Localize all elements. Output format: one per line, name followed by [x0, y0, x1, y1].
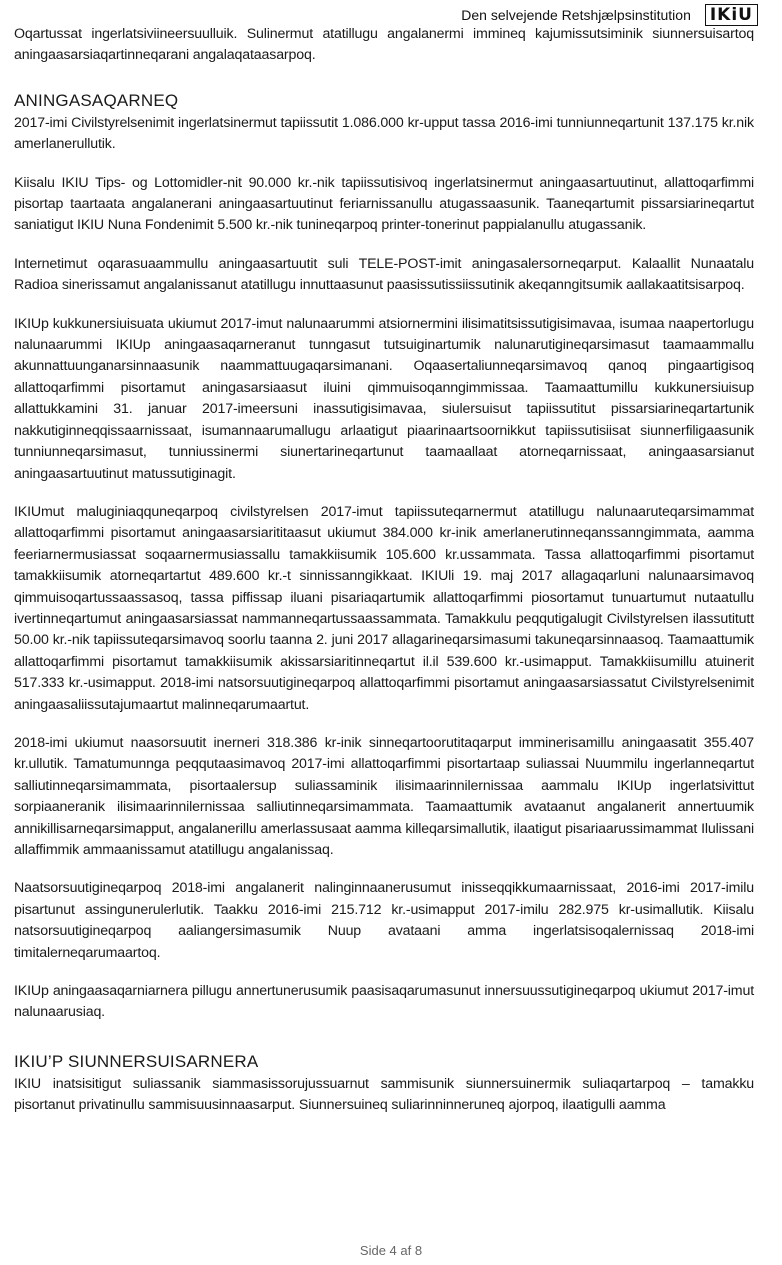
section-heading-siunnersuisarnera: IKIU’P SIUNNERSUISARNERA: [14, 1051, 259, 1071]
paragraph: IKIUp kukkunersiuisuata ukiumut 2017-imut nalunaarummi atsiornermini ilisimatitsissutigisimavaa, isumaa naapertorlugu nalunaarummi IKIUp aningaasaqarneranut tunngasut tutsuiginartumik nalunarutigineqarsimasut taamaammallu akunnattuunganarsinnaasunik naammattuugaqarsimanani. Oqaasertaliunneqarsimavoq qanoq pingaartigisoq allattoqarfimmi pisortamut aningasarsiaasut iluini qimmuisoqanngimmissaa. Taamaattumillu kukkunersiuisup allattukkamini 31. januar 2017-imeersuni inassutigisimavaa, siulersuisut tapiissutitut pissarsiarineqartartunik nakkutiginneqqissaarnissaat, isumannaarumallugu arlaatigut piaarinaartsoornikkut tapiissutisiisat siunnerfiligaasunik tunniunneqarsimasut, tunniussinermi siunertarineqartunut taamaallaat atorneqarnissaat, aningaasarsianut aningaasartuutinut matussutiginagit.: [14, 315, 754, 482]
paragraph: IKIUmut maluginiaqquneqarpoq civilstyrelsen 2017-imut tapiissuteqarnermut atatillugu nalunaaruteqarsimammat allattoqarfimmi pisortamut aningaasarsiarititaasut ukiumut 384.000 kr-inik amerlanerutinneqanssanngimmata, aamma feeriarnermusiassat soqaarnermusiassallu tamakkiisumik 105.600 kr.ussammata. Tassa allattoqarfimmi pisortamut tamakkiisumik atorneqartartut 489.600 kr.-t sinnissanngikkaat. IKIUli 19. maj 2017 allagaqarluni nalunaarsimavoq qimmuisoqartussaassasoq, tassa piffissap iluani pisariaqartumik allattoqarfimmi piosortamut tunuartumut nutaatullu ivertinneqartumut aningaasarsiassat nammanneqartussaassammata. Tamakkulu peqqutigalugit Civilstyrelsen ilassutitutt 50.00 kr.-nik tapiissuteqarsimavoq soorlu taanna 2. juni 2017 allagarineqarsimasumi takuneqarsinnaasoq. Taamaattumik allattoqarfimmi pisortamut tamakkiisumik akissarsiaritinneqartut il.il 539.600 kr.-usimapput. Tamakkiisumillu atuinerit 517.333 kr.-usimapput. 2018-imi natsorsuutigineqarpoq allattoqarfimmi pisortamut aningaasarsiassatut Civilstyrelsenimit aningaasaliissutajumaartut malinneqarumaartut.: [14, 503, 754, 713]
paragraph: 2017-imi Civilstyrelsenimit ingerlatsinermut tapiissutit 1.086.000 kr-upput tassa 2016-imi tunniunneqartunit 137.175 kr.nik amerlanerullutik.: [14, 114, 754, 153]
ikiu-logo: IKiU: [705, 4, 758, 26]
paragraph: Internetimut oqarasuaammullu aningaasartuutit suli TELE-POST-imit aningasalersorneqarput. Kalaallit Nunaatalu Radioa sinerissamut angalanissanut atatillugu innuttaasunut paasissutissiissutinik akeqanngitsumik aallakaatitsisarpoq.: [14, 255, 754, 294]
page-header: [461, 4, 758, 26]
paragraph: Oqartussat ingerlatsiviineersuulluik. Sulinermut atatillugu angalanermi immineq kajumissutsiminik siunnersuisartoq aningaasarsiaqartinneqarani angalaqataasarpoq.: [14, 26, 754, 64]
paragraph: Kiisalu IKIU Tips- og Lottomidler-nit 90.000 kr.-nik tapiissutisivoq ingerlatsinermut aningaasartuutinut, allattoqarfimmi pisortap taartaata angalanerani aningaasartuutinut feriarnissanullu atugassaasunik. Taaneqartumit pissarsiarineqartut saniatigut IKIU Nuna Fondenimit 5.500 kr.-nik tunineqarpoq printer-tonerinut pappialanullu atugassanik.: [14, 174, 754, 234]
institution-name: Den selvejende Retshjælpsinstitution: [461, 7, 691, 23]
paragraph: 2018-imi ukiumut naasorsuutit inerneri 318.386 kr-inik sinneqartoorutitaqarput imminerisamillu aningaasatit 355.407 kr.ullutik. Tamatumunnga peqqutaasimavoq 2017-imi allattoqarfimmi pisortartaap suliassai Nuummilu ingerlanneqartut salliutinneqarsimammata, pisortaalersup suliassaminik ilisimaarinnilernissaa aammalu IKIUp ingerlatsivittut sorpiaaneranik ilisimaarinnilernissaa salliutinneqarsimammata. Taamaattumik avataanut angalanerit annertuumik annikillisarneqarsimapput, angalanerillu amerlassusaat aamma killeqarsimallutik, ilaatigut pisariaarussimammat Ilulissani allaffimmik ammaanissamut atatillugu angalanissaq.: [14, 734, 754, 858]
paragraph: IKIUp aningaasaqarniarnera pillugu annertunerusumik paasisaqarumasunut innersuussutigineqarpoq ukiumut 2017-imut nalunaarusiaq.: [14, 983, 754, 1021]
section-heading-aningasaqarneq: ANINGASAQARNEQ: [14, 90, 179, 110]
paragraph: Naatsorsuutigineqarpoq 2018-imi angalanerit nalinginnaanerusumut inisseqqikkumaarnissaat, 2016-imi 2017-imilu pisartunut assingunerulerlutik. Taakku 2016-imi 215.712 kr.-usimapput 2017-imilu 282.975 kr-usimallutik. Kiisalu natsorsuutigineqarpoq aaliangersimasumik Nuup avataani amma ingerlatsisoqalernissaq 2018-imi timitalerneqarumaartoq.: [14, 880, 754, 961]
paragraph: IKIU inatsisitigut suliassanik siammasissorujussuarnut sammisunik siunnersuinermik suliaqartarpoq – tamakku pisortanut privatinullu sammisuusinnaasarput. Siunnersuineq suliarinninneruneq ajorpoq, ilaatigulli aamma: [14, 1075, 754, 1114]
document-body: [14, 24, 754, 1134]
page-number: Side 4 af 8: [359, 1243, 423, 1258]
